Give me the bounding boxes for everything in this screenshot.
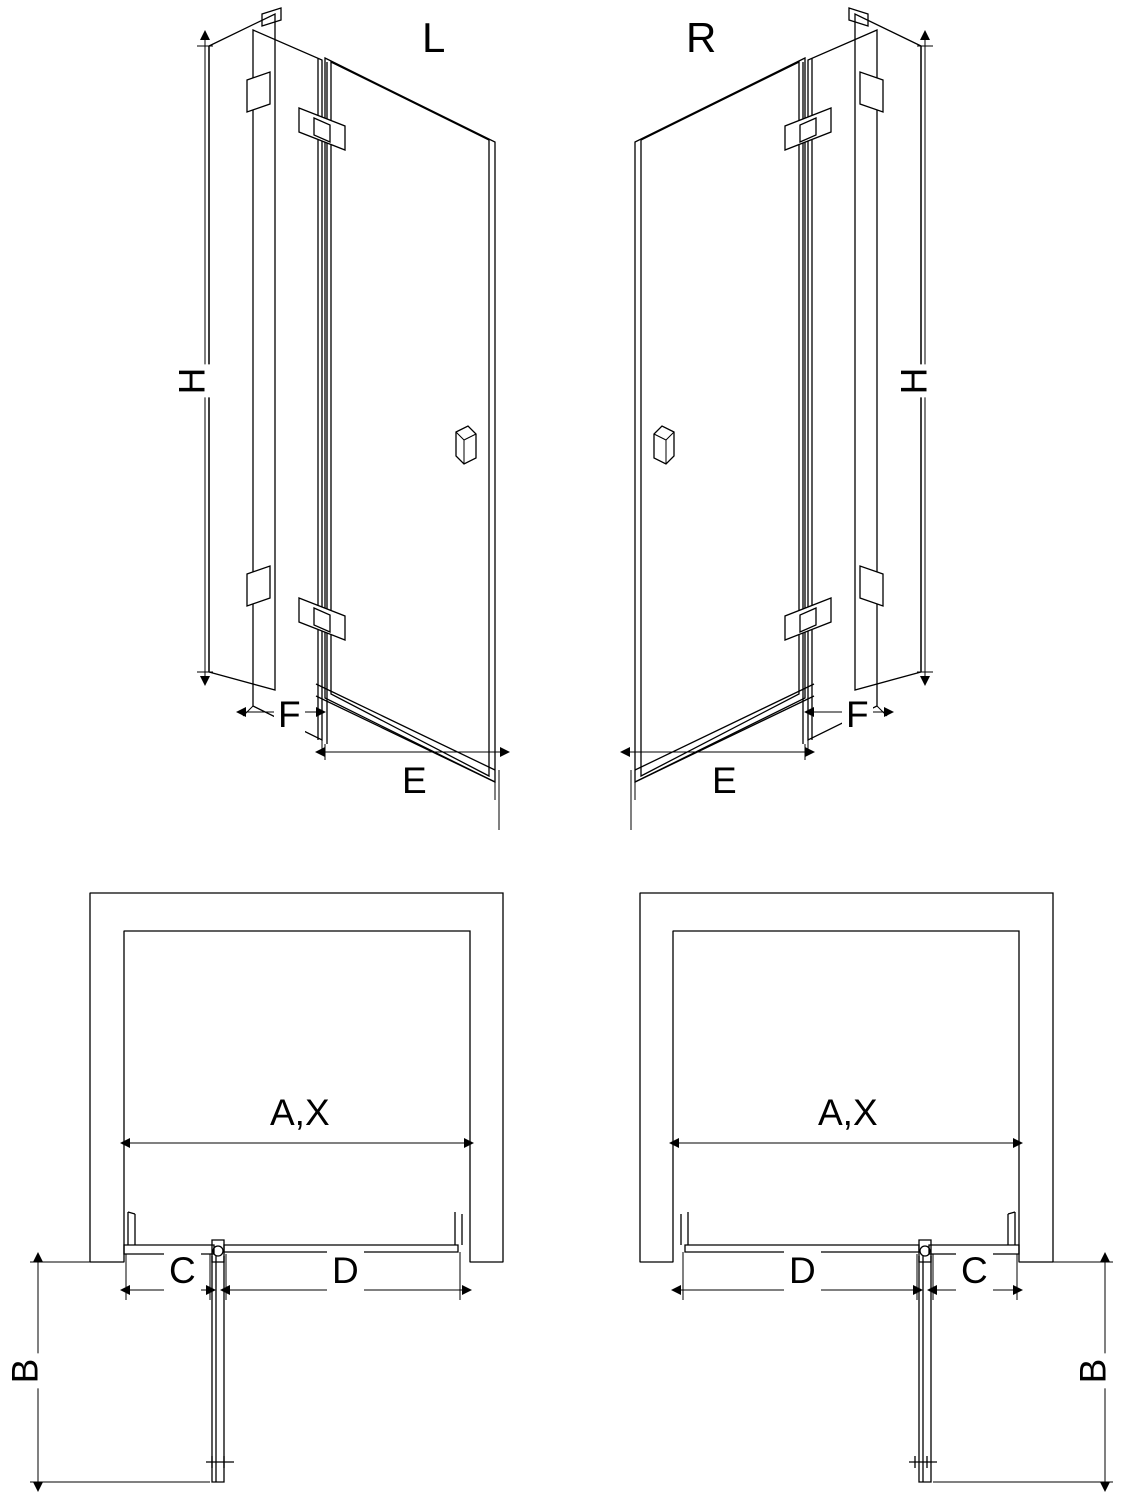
f-left-text: F [274,694,305,736]
ax-right-text: A,X [812,1092,884,1134]
d-left-text: D [327,1250,364,1292]
b-right-text: B [1072,1354,1114,1389]
e-left-text: E [398,760,431,802]
b-left-text: B [4,1354,46,1389]
e-right-text: E [708,760,741,802]
c-left-text: C [164,1250,201,1292]
c-right-text: C [956,1250,993,1292]
f-right-text: F [842,694,873,736]
ax-left-text: A,X [264,1092,336,1134]
d-right-text: D [784,1250,821,1292]
variant-right-text: R [682,14,720,62]
variant-left-text: L [418,14,449,62]
height-right-text: H [891,365,937,398]
height-left-text: H [169,365,215,398]
